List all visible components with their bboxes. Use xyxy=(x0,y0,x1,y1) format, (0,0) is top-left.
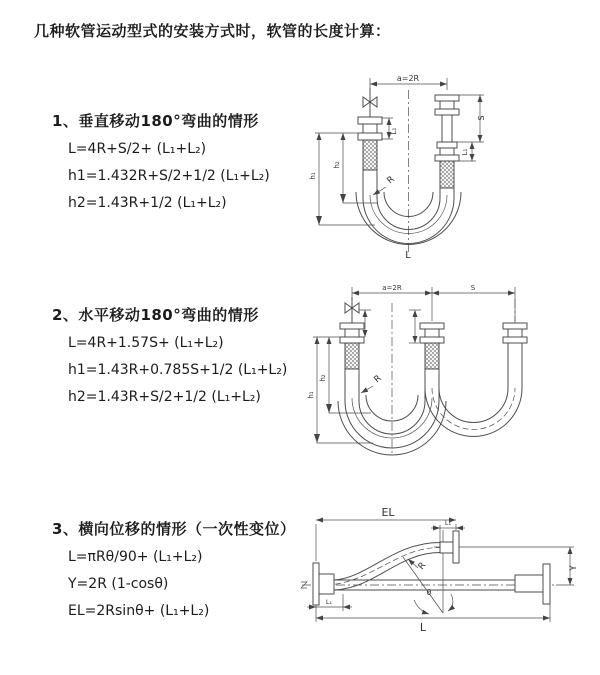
flange-neck xyxy=(345,329,359,337)
dim-label-l: L xyxy=(405,250,411,261)
dim-label-h2: h₂ xyxy=(333,161,341,169)
dim-label-a2r: a=2R xyxy=(396,74,420,83)
flange-neck xyxy=(363,124,377,133)
diagram-lateral-displacement xyxy=(298,498,598,648)
flange xyxy=(437,142,457,148)
formula-l: L=πRθ/90+ (L₁+L₂) xyxy=(68,549,203,565)
diagram-vertical-180-bend xyxy=(303,68,595,268)
valve-icon xyxy=(352,303,359,313)
flange xyxy=(435,109,459,115)
flange xyxy=(340,337,364,343)
dim-label-theta: θ xyxy=(426,588,432,597)
flange-plate xyxy=(543,564,550,604)
formula-h2: h2=1.43R+S/2+1/2 (L₁+L₂) xyxy=(68,389,261,405)
dim-label-y: Y xyxy=(569,565,579,571)
flange xyxy=(420,323,444,329)
braided-hose xyxy=(363,140,377,170)
arrowhead xyxy=(340,194,346,203)
dim-label-l1-right: L₁ xyxy=(461,148,469,156)
dim-label-s: S xyxy=(477,115,486,121)
arrowhead xyxy=(326,404,332,413)
hose-centerline-moved xyxy=(432,388,515,430)
dim-label-l1-top: L₁ xyxy=(444,519,452,527)
valve-icon xyxy=(370,97,377,107)
dim-label-l1-left: L₁ xyxy=(390,127,398,135)
arrowhead xyxy=(316,216,322,225)
braided-hose xyxy=(425,343,439,369)
dim-label-l1-left: L₁ xyxy=(325,598,333,606)
dim-label-h1: h₁ xyxy=(307,391,315,399)
flange xyxy=(435,95,459,101)
leader-line xyxy=(361,386,373,393)
dim-label-a2r: a=2R xyxy=(382,284,402,292)
dim-label-l: L xyxy=(419,621,427,634)
formula-h1: h1=1.43R+0.785S+1/2 (L₁+L₂) xyxy=(68,362,288,378)
flange xyxy=(503,337,527,343)
angle-arc xyxy=(414,600,429,614)
section-3-heading: 3、横向位移的情形（一次性变位） xyxy=(52,520,296,538)
hose-arc-moved xyxy=(439,388,508,423)
section-vertical-movement xyxy=(52,110,270,217)
formula-h1: h1=1.432R+S/2+1/2 (L₁+L₂) xyxy=(68,168,270,184)
flange-plate xyxy=(453,531,459,563)
section-horizontal-movement xyxy=(52,304,287,411)
braided-hose xyxy=(440,161,454,188)
dim-label-h1: h₁ xyxy=(309,172,317,180)
page-title: 几种软管运动型式的安装方式时，软管的长度计算： xyxy=(34,22,391,40)
flange xyxy=(435,155,459,161)
section-1-heading: 1、垂直移动180°弯曲的情形 xyxy=(52,112,259,130)
formula-y: Y=2R (1-cosθ) xyxy=(68,576,169,592)
flange-neck xyxy=(440,101,454,109)
valve-icon xyxy=(363,97,370,107)
flange-plate xyxy=(313,563,319,605)
dim-label-h2: h₂ xyxy=(319,374,327,382)
diagram-horizontal-180-bend xyxy=(303,283,595,468)
flange-hub xyxy=(319,574,334,594)
braided-hose xyxy=(345,343,359,369)
formula-el: EL=2Rsinθ+ (L₁+L₂) xyxy=(68,603,210,619)
dim-label-r: R xyxy=(372,373,384,386)
flange-neck xyxy=(508,329,522,337)
arrowhead xyxy=(314,434,320,443)
formula-h2: h2=1.43R+1/2 (L₁+L₂) xyxy=(68,195,227,211)
flange-neck xyxy=(425,329,439,337)
dim-label-r: R xyxy=(416,560,429,572)
dim-label-el: EL xyxy=(381,506,395,519)
section-2-formulas xyxy=(68,330,287,411)
angle-arc xyxy=(448,594,453,611)
valve-icon xyxy=(345,303,352,313)
dim-label-s: S xyxy=(470,284,476,292)
flange xyxy=(358,133,382,140)
formula-l: L=4R+1.57S+ (L₁+L₂) xyxy=(68,335,224,351)
flange-neck xyxy=(440,148,454,155)
section-2-heading: 2、水平移动180°弯曲的情形 xyxy=(52,306,259,324)
section-1-formulas xyxy=(68,136,270,217)
dim-label-r: R xyxy=(385,174,397,187)
flange-hub xyxy=(440,542,453,553)
formula-l: L=4R+S/2+ (L₁+L₂) xyxy=(68,141,207,157)
section-lateral-displacement xyxy=(52,518,295,625)
flange xyxy=(420,337,444,343)
flange-hub xyxy=(515,575,543,592)
section-3-formulas xyxy=(68,544,295,625)
hose-wall-curved xyxy=(334,543,440,581)
flange xyxy=(340,323,364,329)
flange xyxy=(503,323,527,329)
flange xyxy=(358,117,382,124)
